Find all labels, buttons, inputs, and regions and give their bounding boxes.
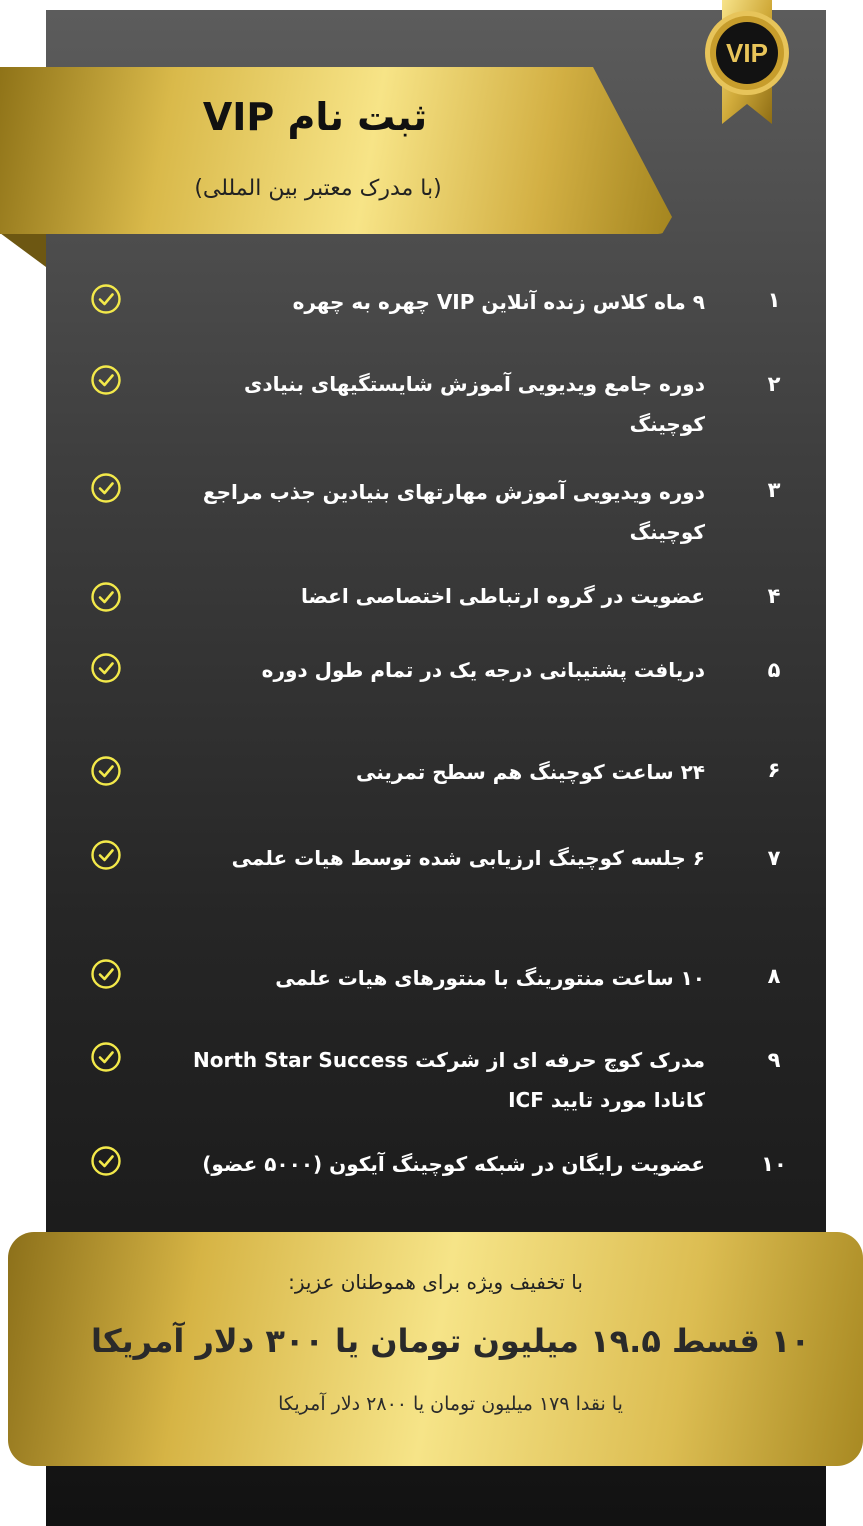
check-circle-icon	[90, 283, 122, 315]
check-circle-icon	[90, 364, 122, 396]
promo-intro: با تخفیف ویژه برای هموطنان عزیز:	[288, 1270, 583, 1294]
check-circle-icon	[90, 839, 122, 871]
check-circle-icon	[90, 581, 122, 613]
title-banner	[0, 67, 672, 234]
check-circle-icon	[90, 652, 122, 684]
badge-label: VIP	[726, 38, 768, 68]
title-ribbon-fold	[0, 233, 46, 267]
check-circle-icon	[90, 755, 122, 787]
feature-text: ۶ جلسه کوچینگ ارزیابی شده توسط هیات علمی	[231, 846, 705, 870]
feature-text: دریافت پشتیبانی درجه یک در تمام طول دوره	[261, 658, 705, 682]
feature-number: ۴	[767, 584, 781, 608]
feature-text: عضویت رایگان در شبکه کوچینگ آیکون (۵۰۰۰ عضو)	[202, 1152, 705, 1176]
check-circle-icon	[90, 1041, 122, 1073]
feature-number: ۲	[767, 372, 781, 396]
feature-number: ۷	[767, 846, 781, 870]
feature-text: دوره ویدیویی آموزش مهارتهای بنیادین جذب مراجع کوچینگ	[202, 480, 705, 544]
promo-cash-price: یا نقدا ۱۷۹ میلیون تومان یا ۲۸۰۰ دلار آمریکا	[278, 1393, 623, 1415]
check-circle-icon	[90, 472, 122, 504]
feature-text: ۹ ماه کلاس زنده آنلاین VIP چهره به چهره	[292, 290, 705, 314]
feature-number: ۵	[767, 658, 781, 682]
feature-number: ۱	[767, 288, 781, 312]
page-subtitle: (با مدرک معتبر بین المللی)	[194, 176, 442, 201]
feature-number: ۱۰	[761, 1152, 787, 1176]
check-circle-icon	[90, 958, 122, 990]
feature-text: ۲۴ ساعت کوچینگ هم سطح تمرینی	[355, 760, 705, 784]
promo-installment-price: ۱۰ قسط ۱۹.۵ میلیون تومان یا ۳۰۰ دلار آمریکا	[91, 1322, 810, 1360]
feature-number: ۸	[767, 964, 781, 988]
page-title: ثبت نام VIP	[202, 95, 428, 139]
feature-number: ۹	[767, 1048, 781, 1072]
vip-badge-icon	[700, 0, 794, 126]
feature-text: دوره جامع ویدیویی آموزش شایستگیهای بنیادی کوچینگ	[244, 372, 705, 436]
feature-text: عضویت در گروه ارتباطی اختصاصی اعضا	[300, 584, 705, 608]
feature-number: ۶	[767, 758, 781, 782]
feature-number: ۳	[767, 478, 781, 502]
check-circle-icon	[90, 1145, 122, 1177]
feature-text: ۱۰ ساعت منتورینگ با منتورهای هیات علمی	[275, 966, 705, 990]
feature-text: مدرک کوچ حرفه ای از شرکت North Star Success کانادا مورد تایید ICF	[193, 1048, 705, 1112]
